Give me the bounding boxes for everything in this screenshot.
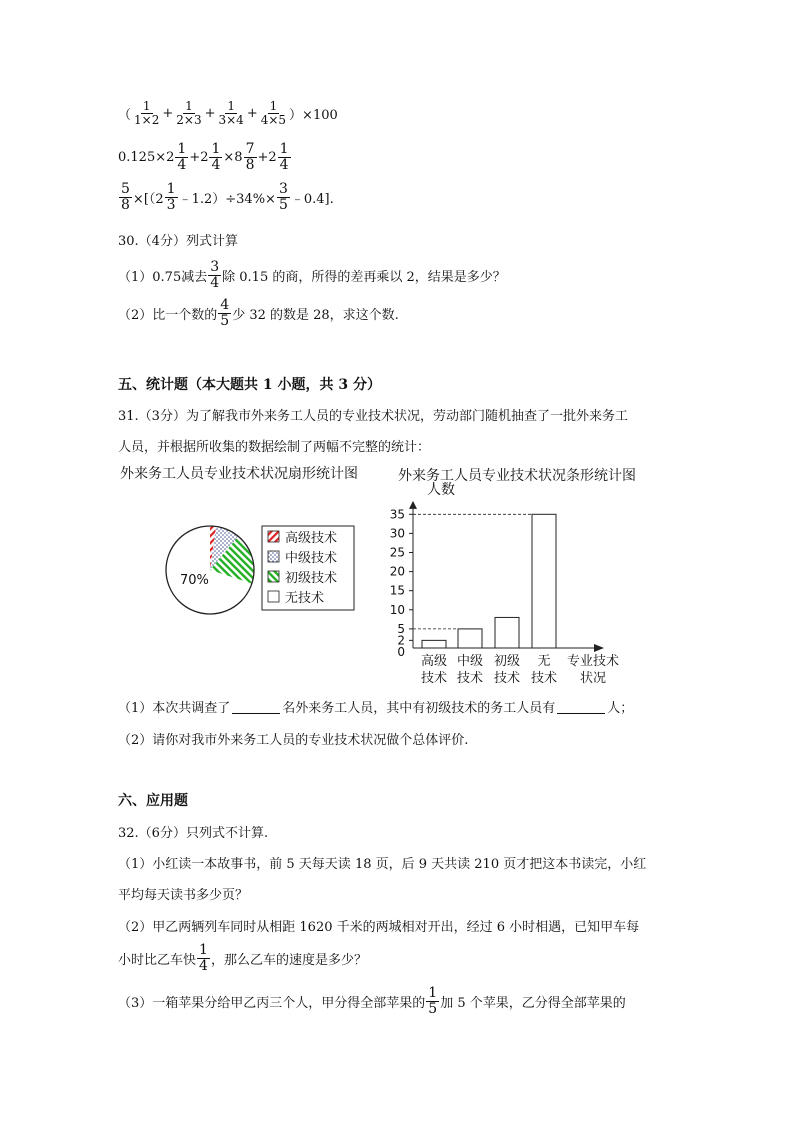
q31-line1: 31.（3分）为了解我市外来务工人员的专业技术状况，劳动部门随机抽查了一批外来务工 — [118, 409, 628, 424]
bar-无技术 — [532, 514, 556, 648]
legend-label-1: 中级技术 — [285, 551, 338, 566]
expression-3: $\frac{5}{8}$ ×[（2 1 3 ﹣1.2）÷34%× $\frac{3}{5}$ ﹣0.4]. — [121, 181, 334, 213]
x-tick-label-1-a: 中级 — [456, 654, 484, 669]
legend-swatch-1 — [268, 551, 279, 562]
x-tick-label-0-a: 高级 — [420, 654, 448, 669]
fraction: 1 4 — [177, 141, 187, 173]
legend-swatch-3 — [268, 591, 279, 602]
q30-title: 30.（4分）列式计算 — [118, 234, 238, 249]
fraction: 4 5 — [220, 297, 230, 329]
q30-part2: （2）比一个数的 4 5 少 32 的数是 28，求这个数. — [118, 297, 399, 329]
q31-part1: （1）本次共调查了 名外来务工人员，其中有初级技术的务工人员有 人； — [118, 701, 634, 716]
x-tick-label-1-b: 技术 — [456, 671, 484, 686]
y-tick-label-25: 25 — [389, 545, 405, 560]
x-tick-label-3-b: 技术 — [530, 671, 558, 686]
bar-title: 外来务工人员专业技术状况条形统计图 — [398, 468, 636, 484]
y-tick-label-10: 10 — [389, 602, 405, 617]
y-tick-label-30: 30 — [389, 526, 405, 541]
section-6-title: 六、应用题 — [118, 793, 188, 809]
section-5-title: 五、统计题（本大题共 1 小题，共 3 分） — [118, 377, 381, 393]
x-tick-label-2-a: 初级 — [493, 654, 521, 669]
pie-chart — [110, 458, 390, 618]
y-tick-label-35: 35 — [389, 507, 405, 522]
y-axis-arrow — [409, 501, 417, 509]
fraction: 1 1×2 — [134, 99, 160, 127]
q32-part1-line1: （1）小红读一本故事书，前 5 天每天读 18 页，后 9 天共读 210 页才把这本书读完，小红 — [118, 857, 647, 872]
q32-part3: （3）一箱苹果分给甲乙丙三个人，甲分得全部苹果的 1 5 加 5 个苹果，乙分得全部苹果的 — [118, 985, 626, 1017]
q31-line2: 人员，并根据所收集的数据绘制了两幅不完整的统计： — [118, 440, 431, 455]
legend-swatch-0 — [268, 531, 279, 542]
q32-part2-line1: （2）甲乙两辆列车同时从相距 1620 千米的两城相对开出，经过 6 小时相遇，已知甲车每 — [118, 920, 640, 935]
y-tick-label-20: 20 — [389, 564, 405, 579]
fraction: $\frac{1}{4\times 5}$ — [260, 99, 287, 127]
q32-part2-line2: 小时比乙车快 1 4 ，那么乙车的速度是多少？ — [118, 942, 367, 974]
answer-blank-total[interactable] — [232, 699, 280, 714]
q31-part2: （2）请你对我市外来务工人员的专业技术状况做个总体评价. — [118, 733, 469, 748]
fraction: 1 4 — [199, 942, 208, 974]
bar-初级技术 — [495, 617, 519, 648]
bar-中级技术 — [458, 629, 482, 648]
x-tick-label-0-b: 技术 — [420, 671, 448, 686]
fraction: 1 3 — [166, 181, 176, 213]
x-axis-label-a: 专业技术 — [566, 654, 620, 669]
bar-高级技术 — [422, 640, 446, 648]
answer-blank-junior[interactable] — [557, 699, 605, 714]
pie-label-70: 70% — [180, 573, 209, 588]
y-axis-label: 人数 — [427, 482, 455, 498]
legend-label-2: 初级技术 — [285, 571, 338, 586]
x-axis-arrow — [594, 644, 604, 652]
fraction: 1 4 — [279, 141, 289, 173]
fraction: $\frac{1}{4}$ — [211, 141, 221, 173]
fraction: $\frac{3}{5}$ — [278, 181, 288, 213]
y-tick-label-15: 15 — [389, 583, 405, 598]
fraction: 7 8 — [245, 141, 255, 173]
x-tick-label-3-a: 无 — [537, 654, 551, 669]
y-tick-label-5: 5 — [397, 621, 405, 636]
bar-chart — [380, 458, 680, 690]
fraction: 1 5 — [428, 985, 438, 1017]
y-tick-label-2: 2 — [397, 633, 405, 648]
q32-title: 32.（6分）只列式不计算. — [118, 826, 269, 841]
x-axis-label-b: 状况 — [579, 671, 607, 686]
expression-1: （ 1 1×2 + $\frac{1}{2\times 3}$ + $\frac{1}{3\times 4}$ + $\frac{1}{4\times 5}$ ）×100 — [118, 99, 338, 127]
q32-part1-line2: 平均每天读书多少页？ — [118, 888, 249, 903]
y-tick-label-0: 0 — [397, 645, 405, 659]
legend-label-3: 无技术 — [285, 591, 325, 606]
legend-swatch-2 — [268, 571, 279, 582]
q30-part1: （1）0.75减去 3 4 除 0.15 的商，所得的差再乘以 2，结果是多少？ — [118, 259, 506, 291]
x-tick-label-2-b: 技术 — [493, 671, 521, 686]
pie-title: 外来务工人员专业技术状况扇形统计图 — [120, 466, 358, 482]
fraction: $\frac{1}{2\times 3}$ — [176, 99, 202, 127]
fraction: $\frac{5}{8}$ — [121, 181, 130, 213]
fraction: 3 4 — [210, 259, 220, 291]
legend-label-0: 高级技术 — [285, 531, 338, 546]
fraction: $\frac{1}{3\times 4}$ — [218, 99, 244, 127]
expression-2: 0.125×2 1 4 +2 $\frac{1}{4}$ ×8 7 8 +2 1 4 — [118, 141, 289, 173]
